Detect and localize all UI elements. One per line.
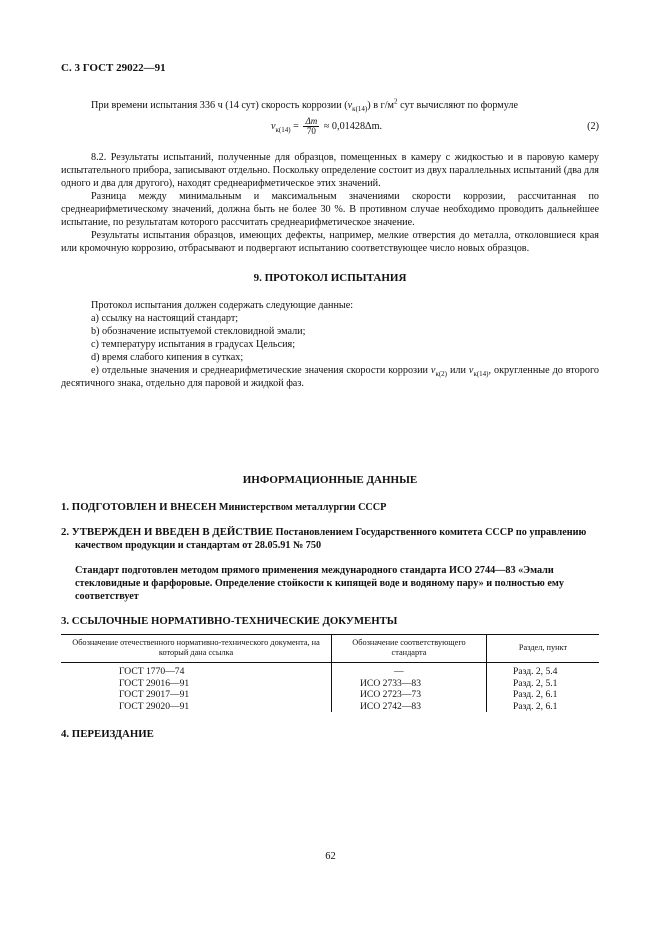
- table-row: [61, 689, 599, 701]
- formula-2: [61, 115, 599, 137]
- protocol-item: с) температуру испытания в градусах Цельсия;: [91, 339, 296, 350]
- formula-numerator: Δm: [305, 116, 318, 126]
- table-cell: ГОСТ 29020—91: [119, 700, 190, 712]
- table-header: Обозначение соответствующего стандарта: [332, 635, 487, 663]
- velocity-symbol: v: [468, 365, 474, 376]
- info-item-1: [61, 501, 599, 514]
- table-cell: ИСО 2723—73: [332, 689, 487, 701]
- formula-lhs: v: [271, 120, 276, 132]
- reference-table: [61, 634, 599, 712]
- protocol-item-e: [61, 364, 599, 390]
- info-item-4: 4. ПЕРЕИЗДАНИЕ: [61, 728, 154, 740]
- info-2-caps: 2. УТВЕРЖДЕН И ВВЕДЕН В ДЕЙСТВИЕ: [61, 526, 274, 538]
- velocity-subscript: к(2): [435, 370, 448, 379]
- info-item-2: [61, 526, 599, 552]
- paragraph-8-2: 8.2. Результаты испытаний, полученные для образцов, помещенных в камеру с жидкостью и в паровую камеру испытательного прибора, записывают отдельно. Поскольку определение состоит из двух параллельных испытаний (два для одного и два для другого), находят среднеарифметическое этих значений.: [61, 152, 599, 189]
- protocol-e-text: е) отдельные значения и среднеарифметические значения скорости коррозии: [91, 365, 431, 376]
- table-header: Обозначение отечественного нормативно-технического документа, на который дана ссылка: [61, 635, 332, 663]
- table-cell: ГОСТ 29017—91: [119, 689, 190, 700]
- formula-fraction: [303, 117, 319, 136]
- info-item-3: [61, 615, 599, 628]
- table-cell: Разд. 2, 6.1: [487, 689, 600, 701]
- paragraph-defects: Результаты испытания образцов, имеющих дефекты, например, мелкие отверстия до металла, отколовшиеся края или кромочную коррозию, отбрасывают и подвергают испытанию соответствующее число новых образцов.: [61, 230, 599, 254]
- formula-rhs: ≈ 0,01428Δm.: [321, 120, 383, 132]
- info-2-text: Постановлением Государственного комитета СССР по управлению качеством продукции и стандартам от 28.05.91 № 750: [75, 527, 587, 551]
- table-cell: —: [332, 663, 487, 678]
- formula-equals: =: [290, 120, 302, 132]
- section-9-title: 9. ПРОТОКОЛ ИСПЫТАНИЯ: [253, 272, 407, 284]
- table-cell: ГОСТ 1770—74: [119, 666, 185, 677]
- page-number: 62: [325, 851, 336, 862]
- intro-paragraph: [61, 99, 599, 112]
- velocity-symbol: v: [347, 100, 353, 111]
- velocity-subscript: к(14): [352, 105, 368, 114]
- intro-tail: сут вычисляют по формуле: [397, 100, 518, 111]
- info-title: ИНФОРМАЦИОННЫЕ ДАННЫЕ: [242, 474, 418, 486]
- table-row: [61, 701, 599, 713]
- intro-text: При времени испытания 336 ч (14 сут) скорость коррозии (: [91, 100, 348, 111]
- protocol-item: d) время слабого кипения в сутках;: [91, 352, 244, 363]
- units-superscript: 2: [394, 97, 398, 106]
- formula-expression: [271, 117, 382, 136]
- table-row: [61, 663, 599, 678]
- table-cell: Разд. 2, 5.4: [487, 663, 600, 678]
- formula-denominator: 70: [306, 126, 316, 136]
- page-header: С. 3 ГОСТ 29022—91: [61, 62, 166, 74]
- table-header: Раздел, пункт: [487, 635, 600, 663]
- intro-units: ) в г/м: [367, 100, 395, 111]
- protocol-e-end: , округленные до второго десятичного знака, отдельно для паровой и жидкой фаз.: [61, 365, 599, 389]
- table-row: [61, 678, 599, 690]
- paragraph-difference: Разница между минимальным и максимальным значениями скорости коррозии, рассчитанная по среднеарифметическому значений, должна быть не более 30 %. В противном случае необходимо проводить дальнейшее испытание, по результатам которого рассчитать среднеарифметическое значение.: [61, 191, 599, 228]
- table-cell: ИСО 2733—83: [332, 678, 487, 690]
- table-cell: Разд. 2, 5.1: [487, 678, 600, 690]
- info-2-note: Стандарт подготовлен методом прямого применения международного стандарта ИСО 2744—83 «Эмали стекловидные и фарфоровые. Определение стойкости к кипящей воде и водяному пару» и полностью ему соответствует: [75, 565, 564, 602]
- formula-lhs-subscript: к(14): [275, 125, 291, 134]
- velocity-subscript: к(14): [473, 370, 489, 379]
- protocol-intro: Протокол испытания должен содержать следующие данные:: [91, 300, 354, 311]
- velocity-symbol: v: [430, 365, 436, 376]
- formula-number: (2): [587, 121, 599, 132]
- table-cell: ИСО 2742—83: [332, 701, 487, 713]
- table-cell: Разд. 2, 6.1: [487, 701, 600, 713]
- info-3-title: 3. ССЫЛОЧНЫЕ НОРМАТИВНО-ТЕХНИЧЕСКИЕ ДОКУМЕНТЫ: [61, 615, 398, 627]
- info-1-caps: 1. ПОДГОТОВЛЕН И ВНЕСЕН: [61, 501, 217, 513]
- protocol-item: а) ссылку на настоящий стандарт;: [91, 313, 239, 324]
- table-cell: ГОСТ 29016—91: [119, 677, 190, 689]
- info-1-text: Министерством металлургии СССР: [216, 502, 387, 513]
- document-page: [61, 62, 599, 741]
- protocol-item: b) обозначение испытуемой стекловидной эмали;: [91, 326, 306, 337]
- protocol-list: [61, 299, 599, 390]
- protocol-e-or: или: [447, 365, 469, 376]
